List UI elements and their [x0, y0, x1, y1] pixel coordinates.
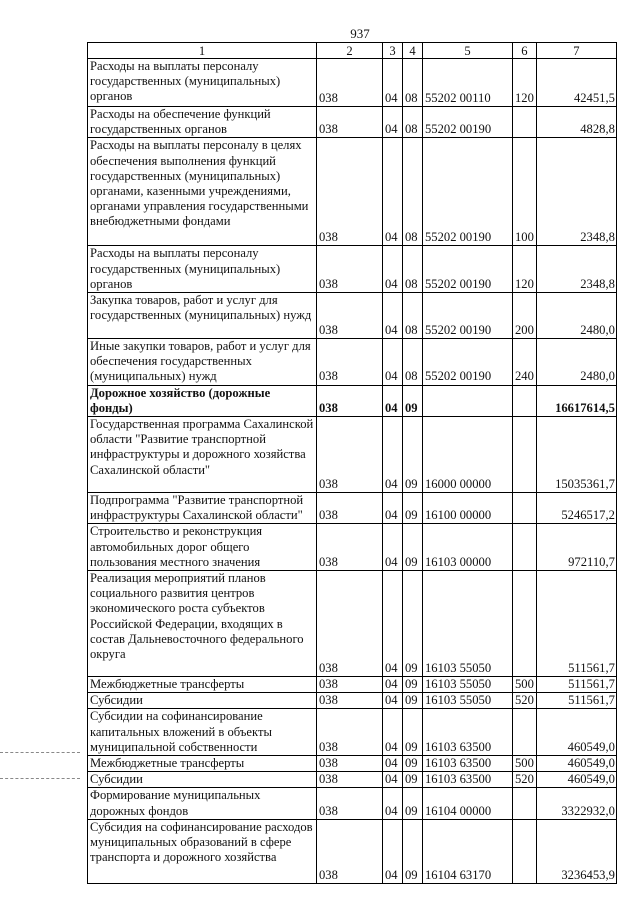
amount-cell: 4828,8	[536, 107, 616, 138]
section-code-cell: 04	[383, 493, 403, 524]
table-row	[88, 819, 617, 883]
section-code-cell: 04	[383, 571, 403, 677]
row-name-cell	[88, 385, 317, 416]
row-name-cell	[88, 677, 317, 693]
expense-type-cell: 520	[513, 772, 537, 788]
table-row	[88, 107, 617, 138]
target-article-cell: 16000 00000	[423, 417, 513, 493]
row-name-text: Субсидии	[90, 772, 143, 787]
column-header: 3	[383, 43, 403, 59]
amount-cell: 2348,8	[536, 246, 616, 293]
budget-table	[87, 42, 617, 884]
row-name-cell	[88, 107, 317, 138]
expense-type-cell: 120	[513, 246, 537, 293]
amount-cell: 511561,7	[536, 693, 616, 709]
row-name-cell	[88, 788, 317, 819]
subsection-code-cell: 09	[403, 772, 423, 788]
target-article-cell	[423, 385, 513, 416]
expense-type-cell: 200	[513, 293, 537, 339]
target-article-cell: 55202 00190	[423, 138, 513, 246]
table-header-row	[88, 43, 617, 59]
subsection-code-cell: 09	[403, 788, 423, 819]
expense-type-cell: 120	[513, 59, 537, 107]
row-name-cell	[88, 693, 317, 709]
ministry-code-cell: 038	[317, 756, 383, 772]
section-code-cell: 04	[383, 107, 403, 138]
ministry-code-cell: 038	[317, 246, 383, 293]
target-article-cell: 16103 63500	[423, 756, 513, 772]
section-code-cell: 04	[383, 246, 403, 293]
target-article-cell: 16103 55050	[423, 571, 513, 677]
section-code-cell: 04	[383, 788, 403, 819]
ministry-code-cell: 038	[317, 417, 383, 493]
row-name-cell	[88, 138, 317, 246]
subsection-code-cell: 09	[403, 417, 423, 493]
amount-cell: 460549,0	[536, 709, 616, 756]
table-row	[88, 524, 617, 571]
row-name-text: Расходы на выплаты персоналу в целях обеспечения выполнения функций государственных (муниципальных) органами, казенными учреждениями, органами управления государственными внебюджетными фондами	[90, 138, 309, 229]
row-name-cell	[88, 293, 317, 339]
table-row	[88, 59, 617, 107]
ministry-code-cell: 038	[317, 339, 383, 386]
ministry-code-cell: 038	[317, 677, 383, 693]
table-row	[88, 571, 617, 677]
table-row	[88, 493, 617, 524]
row-name-cell	[88, 493, 317, 524]
column-header: 4	[403, 43, 423, 59]
subsection-code-cell: 09	[403, 524, 423, 571]
expense-type-cell: 240	[513, 339, 537, 386]
row-name-text: Расходы на выплаты персоналу государственных (муниципальных) органов	[90, 246, 281, 291]
amount-cell: 972110,7	[536, 524, 616, 571]
amount-cell: 511561,7	[536, 571, 616, 677]
expense-type-cell	[513, 571, 537, 677]
expense-type-cell	[513, 819, 537, 883]
row-name-text: Реализация мероприятий планов социального развития центров экономического роста субъектов Российской Федерации, входящих в состав Дальневосточного федерального округа	[90, 571, 304, 662]
expense-type-cell	[513, 709, 537, 756]
expense-type-cell: 100	[513, 138, 537, 246]
row-name-text: Расходы на обеспечение функций государственных органов	[90, 107, 271, 137]
expense-type-cell: 500	[513, 677, 537, 693]
subsection-code-cell: 08	[403, 59, 423, 107]
row-name-cell	[88, 756, 317, 772]
row-name-cell	[88, 339, 317, 386]
ministry-code-cell: 038	[317, 293, 383, 339]
row-name-text: Расходы на выплаты персоналу государственных (муниципальных) органов	[90, 59, 281, 104]
column-header: 7	[536, 43, 616, 59]
ministry-code-cell: 038	[317, 385, 383, 416]
column-header: 6	[513, 43, 537, 59]
column-header: 5	[423, 43, 513, 59]
table-row	[88, 246, 617, 293]
table-row	[88, 709, 617, 756]
table-row	[88, 756, 617, 772]
page-number: 937	[350, 26, 370, 41]
amount-cell: 460549,0	[536, 756, 616, 772]
target-article-cell: 16103 63500	[423, 772, 513, 788]
target-article-cell: 55202 00190	[423, 246, 513, 293]
section-code-cell: 04	[383, 59, 403, 107]
ministry-code-cell: 038	[317, 571, 383, 677]
ministry-code-cell: 038	[317, 819, 383, 883]
ministry-code-cell: 038	[317, 693, 383, 709]
row-name-text: Субсидия на софинансирование расходов муниципальных образований в сфере транспорта и дорожного хозяйства	[90, 819, 313, 865]
expense-type-cell	[513, 417, 537, 493]
ministry-code-cell: 038	[317, 772, 383, 788]
section-code-cell: 04	[383, 417, 403, 493]
target-article-cell: 55202 00110	[423, 59, 513, 107]
row-name-text: Закупка товаров, работ и услуг для государственных (муниципальных) нужд	[90, 293, 312, 323]
row-name-text: Строительство и реконструкция автомобильных дорог общего пользования местного значения	[90, 524, 263, 569]
section-code-cell: 04	[383, 709, 403, 756]
table-row	[88, 138, 617, 246]
subsection-code-cell: 09	[403, 756, 423, 772]
table-row	[88, 339, 617, 386]
section-code-cell: 04	[383, 756, 403, 772]
row-name-text: Иные закупки товаров, работ и услуг для обеспечения государственных (муниципальных) нужд	[90, 339, 311, 384]
target-article-cell: 16104 00000	[423, 788, 513, 819]
target-article-cell: 55202 00190	[423, 107, 513, 138]
row-name-cell	[88, 819, 317, 883]
amount-cell: 5246517,2	[536, 493, 616, 524]
subsection-code-cell: 09	[403, 693, 423, 709]
row-name-text: Подпрограмма "Развитие транспортной инфраструктуры Сахалинской области"	[90, 493, 304, 523]
row-name-text: Дорожное хозяйство (дорожные фонды)	[90, 385, 271, 415]
subsection-code-cell: 08	[403, 293, 423, 339]
target-article-cell: 55202 00190	[423, 339, 513, 386]
row-name-text: Межбюджетные трансферты	[90, 756, 245, 771]
ministry-code-cell: 038	[317, 709, 383, 756]
column-header: 2	[317, 43, 383, 59]
section-code-cell: 04	[383, 772, 403, 788]
amount-cell: 15035361,7	[536, 417, 616, 493]
scan-artifact-line	[0, 752, 80, 753]
target-article-cell: 16100 00000	[423, 493, 513, 524]
row-name-cell	[88, 772, 317, 788]
subsection-code-cell: 09	[403, 385, 423, 416]
table-row	[88, 293, 617, 339]
subsection-code-cell: 09	[403, 709, 423, 756]
table-row	[88, 693, 617, 709]
column-header: 1	[88, 43, 317, 59]
row-name-cell	[88, 417, 317, 493]
expense-type-cell: 500	[513, 756, 537, 772]
subsection-code-cell: 09	[403, 677, 423, 693]
section-code-cell: 04	[383, 819, 403, 883]
amount-cell: 2480,0	[536, 293, 616, 339]
row-name-cell	[88, 709, 317, 756]
section-code-cell: 04	[383, 524, 403, 571]
row-name-cell	[88, 246, 317, 293]
table-row	[88, 385, 617, 416]
section-code-cell: 04	[383, 693, 403, 709]
section-code-cell: 04	[383, 385, 403, 416]
target-article-cell: 16103 55050	[423, 693, 513, 709]
scan-artifact-line	[0, 778, 80, 779]
target-article-cell: 55202 00190	[423, 293, 513, 339]
expense-type-cell: 520	[513, 693, 537, 709]
section-code-cell: 04	[383, 677, 403, 693]
amount-cell: 2348,8	[536, 138, 616, 246]
subsection-code-cell: 08	[403, 246, 423, 293]
subsection-code-cell: 09	[403, 819, 423, 883]
section-code-cell: 04	[383, 138, 403, 246]
subsection-code-cell: 08	[403, 138, 423, 246]
section-code-cell: 04	[383, 339, 403, 386]
row-name-text: Государственная программа Сахалинской области "Развитие транспортной инфраструктуры и дорожного хозяйства Сахалинской области"	[90, 417, 314, 477]
amount-cell: 2480,0	[536, 339, 616, 386]
row-name-cell	[88, 59, 317, 107]
expense-type-cell	[513, 493, 537, 524]
ministry-code-cell: 038	[317, 788, 383, 819]
ministry-code-cell: 038	[317, 59, 383, 107]
expense-type-cell	[513, 107, 537, 138]
section-code-cell: 04	[383, 293, 403, 339]
row-name-cell	[88, 524, 317, 571]
target-article-cell: 16103 00000	[423, 524, 513, 571]
ministry-code-cell: 038	[317, 524, 383, 571]
amount-cell: 3236453,9	[536, 819, 616, 883]
target-article-cell: 16104 63170	[423, 819, 513, 883]
expense-type-cell	[513, 524, 537, 571]
subsection-code-cell: 09	[403, 493, 423, 524]
expense-type-cell	[513, 788, 537, 819]
subsection-code-cell: 08	[403, 339, 423, 386]
row-name-text: Субсидии	[90, 693, 143, 708]
row-name-text: Межбюджетные трансферты	[90, 677, 245, 692]
table-row	[88, 772, 617, 788]
ministry-code-cell: 038	[317, 107, 383, 138]
amount-cell: 42451,5	[536, 59, 616, 107]
subsection-code-cell: 09	[403, 571, 423, 677]
ministry-code-cell: 038	[317, 493, 383, 524]
row-name-text: Формирование муниципальных дорожных фондов	[90, 788, 261, 818]
subsection-code-cell: 08	[403, 107, 423, 138]
row-name-text: Субсидии на софинансирование капитальных вложений в объекты муниципальной собственности	[90, 709, 272, 754]
row-name-cell	[88, 571, 317, 677]
table-row	[88, 677, 617, 693]
target-article-cell: 16103 63500	[423, 709, 513, 756]
amount-cell: 16617614,5	[536, 385, 616, 416]
amount-cell: 511561,7	[536, 677, 616, 693]
target-article-cell: 16103 55050	[423, 677, 513, 693]
expense-type-cell	[513, 385, 537, 416]
ministry-code-cell: 038	[317, 138, 383, 246]
amount-cell: 460549,0	[536, 772, 616, 788]
table-row	[88, 417, 617, 493]
amount-cell: 3322932,0	[536, 788, 616, 819]
table-row	[88, 788, 617, 819]
